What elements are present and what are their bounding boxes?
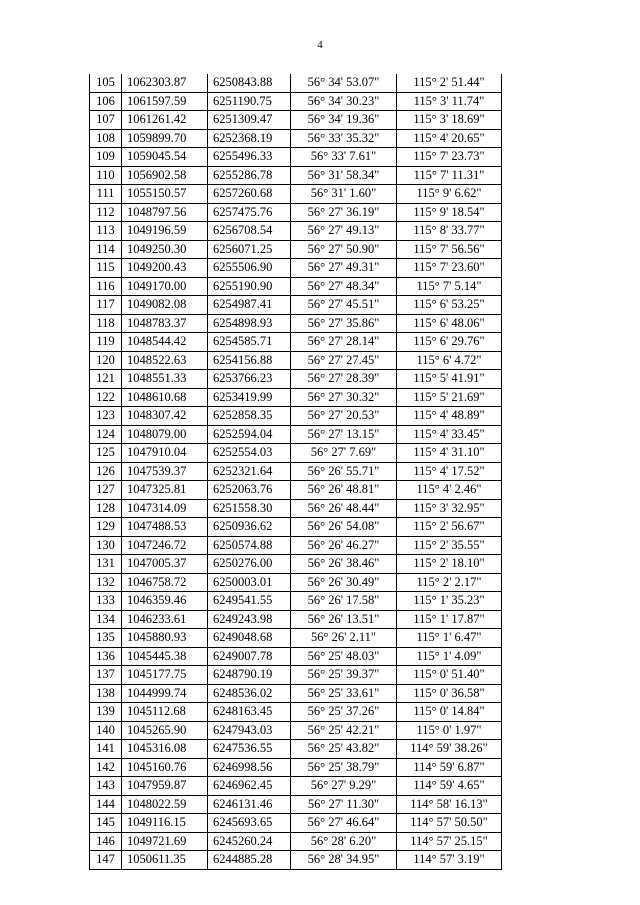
y-coordinate-cell: 6249541.55 (208, 592, 291, 611)
point-number-cell: 139 (90, 703, 122, 722)
y-coordinate-cell: 6251190.75 (208, 92, 291, 111)
longitude-cell: 115° 4' 33.45" (397, 425, 502, 444)
y-coordinate-cell: 6249007.78 (208, 647, 291, 666)
point-number-cell: 138 (90, 684, 122, 703)
table-row (90, 703, 502, 722)
latitude-cell: 56° 27' 11.30" (291, 795, 397, 814)
longitude-cell: 115° 3' 32.95" (397, 499, 502, 518)
longitude-cell: 115° 2' 2.17" (397, 573, 502, 592)
y-coordinate-cell: 6248536.02 (208, 684, 291, 703)
y-coordinate-cell: 6256708.54 (208, 222, 291, 241)
y-coordinate-cell: 6250574.88 (208, 536, 291, 555)
longitude-cell: 114° 59' 4.65" (397, 777, 502, 796)
table-row (90, 481, 502, 500)
y-coordinate-cell: 6255496.33 (208, 148, 291, 167)
table-row (90, 666, 502, 685)
latitude-cell: 56° 26' 48.81" (291, 481, 397, 500)
table-row (90, 814, 502, 833)
y-coordinate-cell: 6252063.76 (208, 481, 291, 500)
x-coordinate-cell: 1049082.08 (122, 296, 208, 315)
latitude-cell: 56° 27' 13.15" (291, 425, 397, 444)
y-coordinate-cell: 6255286.78 (208, 166, 291, 185)
point-number-cell: 116 (90, 277, 122, 296)
latitude-cell: 56° 27' 30.32" (291, 388, 397, 407)
point-number-cell: 128 (90, 499, 122, 518)
point-number-cell: 118 (90, 314, 122, 333)
y-coordinate-cell: 6252368.19 (208, 129, 291, 148)
longitude-cell: 115° 0' 14.84" (397, 703, 502, 722)
table-row (90, 518, 502, 537)
table-row (90, 111, 502, 130)
y-coordinate-cell: 6254156.88 (208, 351, 291, 370)
y-coordinate-cell: 6248163.45 (208, 703, 291, 722)
point-number-cell: 110 (90, 166, 122, 185)
table-row (90, 740, 502, 759)
longitude-cell: 115° 6' 29.76" (397, 333, 502, 352)
latitude-cell: 56° 27' 50.90" (291, 240, 397, 259)
latitude-cell: 56° 28' 6.20" (291, 832, 397, 851)
point-number-cell: 121 (90, 370, 122, 389)
x-coordinate-cell: 1047488.53 (122, 518, 208, 537)
table-row (90, 684, 502, 703)
y-coordinate-cell: 6253766.23 (208, 370, 291, 389)
latitude-cell: 56° 28' 34.95" (291, 851, 397, 870)
latitude-cell: 56° 31' 1.60" (291, 185, 397, 204)
x-coordinate-cell: 1048551.33 (122, 370, 208, 389)
y-coordinate-cell: 6254898.93 (208, 314, 291, 333)
point-number-cell: 111 (90, 185, 122, 204)
table-row (90, 259, 502, 278)
latitude-cell: 56° 27' 28.39" (291, 370, 397, 389)
longitude-cell: 115° 4' 17.52" (397, 462, 502, 481)
x-coordinate-cell: 1047246.72 (122, 536, 208, 555)
latitude-cell: 56° 26' 2.11" (291, 629, 397, 648)
point-number-cell: 132 (90, 573, 122, 592)
point-number-cell: 123 (90, 407, 122, 426)
x-coordinate-cell: 1048544.42 (122, 333, 208, 352)
x-coordinate-cell: 1061597.59 (122, 92, 208, 111)
point-number-cell: 124 (90, 425, 122, 444)
latitude-cell: 56° 34' 30.23" (291, 92, 397, 111)
x-coordinate-cell: 1050611.35 (122, 851, 208, 870)
page-number: 4 (317, 39, 323, 51)
point-number-cell: 143 (90, 777, 122, 796)
x-coordinate-cell: 1048783.37 (122, 314, 208, 333)
x-coordinate-cell: 1046758.72 (122, 573, 208, 592)
table-row (90, 555, 502, 574)
y-coordinate-cell: 6245260.24 (208, 832, 291, 851)
table-row (90, 573, 502, 592)
latitude-cell: 56° 26' 48.44" (291, 499, 397, 518)
latitude-cell: 56° 31' 58.34" (291, 166, 397, 185)
longitude-cell: 115° 6' 4.72" (397, 351, 502, 370)
y-coordinate-cell: 6246998.56 (208, 758, 291, 777)
point-number-cell: 114 (90, 240, 122, 259)
point-number-cell: 136 (90, 647, 122, 666)
table-row (90, 832, 502, 851)
latitude-cell: 56° 26' 54.08" (291, 518, 397, 537)
x-coordinate-cell: 1059899.70 (122, 129, 208, 148)
y-coordinate-cell: 6244885.28 (208, 851, 291, 870)
x-coordinate-cell: 1045112.68 (122, 703, 208, 722)
longitude-cell: 115° 3' 18.69" (397, 111, 502, 130)
table-row (90, 592, 502, 611)
longitude-cell: 115° 3' 11.74" (397, 92, 502, 111)
longitude-cell: 115° 2' 56.67" (397, 518, 502, 537)
table-row (90, 425, 502, 444)
longitude-cell: 114° 57' 25.15" (397, 832, 502, 851)
table-row (90, 777, 502, 796)
point-number-cell: 134 (90, 610, 122, 629)
point-number-cell: 142 (90, 758, 122, 777)
table-row (90, 444, 502, 463)
longitude-cell: 115° 0' 36.58" (397, 684, 502, 703)
latitude-cell: 56° 27' 46.64" (291, 814, 397, 833)
point-number-cell: 127 (90, 481, 122, 500)
y-coordinate-cell: 6257475.76 (208, 203, 291, 222)
x-coordinate-cell: 1044999.74 (122, 684, 208, 703)
latitude-cell: 56° 25' 37.26" (291, 703, 397, 722)
y-coordinate-cell: 6250936.62 (208, 518, 291, 537)
x-coordinate-cell: 1045445.38 (122, 647, 208, 666)
table-row (90, 74, 502, 92)
point-number-cell: 135 (90, 629, 122, 648)
latitude-cell: 56° 26' 30.49" (291, 573, 397, 592)
point-number-cell: 109 (90, 148, 122, 167)
latitude-cell: 56° 26' 13.51" (291, 610, 397, 629)
longitude-cell: 115° 4' 31.10" (397, 444, 502, 463)
latitude-cell: 56° 27' 27.45" (291, 351, 397, 370)
table-row (90, 129, 502, 148)
table-row (90, 388, 502, 407)
point-number-cell: 144 (90, 795, 122, 814)
table-row (90, 758, 502, 777)
longitude-cell: 115° 5' 41.91" (397, 370, 502, 389)
point-number-cell: 140 (90, 721, 122, 740)
point-number-cell: 147 (90, 851, 122, 870)
x-coordinate-cell: 1045880.93 (122, 629, 208, 648)
x-coordinate-cell: 1059045.54 (122, 148, 208, 167)
table-row (90, 462, 502, 481)
longitude-cell: 114° 57' 50.50" (397, 814, 502, 833)
point-number-cell: 137 (90, 666, 122, 685)
longitude-cell: 115° 1' 6.47" (397, 629, 502, 648)
x-coordinate-cell: 1049116.15 (122, 814, 208, 833)
longitude-cell: 115° 0' 1.97" (397, 721, 502, 740)
longitude-cell: 114° 59' 6.87" (397, 758, 502, 777)
table-row (90, 499, 502, 518)
x-coordinate-cell: 1048797.56 (122, 203, 208, 222)
x-coordinate-cell: 1061261.42 (122, 111, 208, 130)
latitude-cell: 56° 27' 9.29" (291, 777, 397, 796)
x-coordinate-cell: 1049200.43 (122, 259, 208, 278)
y-coordinate-cell: 6254987.41 (208, 296, 291, 315)
table-row (90, 222, 502, 241)
longitude-cell: 115° 7' 23.73" (397, 148, 502, 167)
latitude-cell: 56° 25' 48.03" (291, 647, 397, 666)
y-coordinate-cell: 6251558.30 (208, 499, 291, 518)
point-number-cell: 107 (90, 111, 122, 130)
table-row (90, 314, 502, 333)
longitude-cell: 115° 7' 56.56" (397, 240, 502, 259)
latitude-cell: 56° 27' 28.14" (291, 333, 397, 352)
point-number-cell: 119 (90, 333, 122, 352)
point-number-cell: 126 (90, 462, 122, 481)
longitude-cell: 115° 7' 5.14" (397, 277, 502, 296)
y-coordinate-cell: 6245693.65 (208, 814, 291, 833)
table-row (90, 277, 502, 296)
y-coordinate-cell: 6251309.47 (208, 111, 291, 130)
table-row (90, 333, 502, 352)
latitude-cell: 56° 33' 35.32" (291, 129, 397, 148)
x-coordinate-cell: 1048307.42 (122, 407, 208, 426)
latitude-cell: 56° 25' 39.37" (291, 666, 397, 685)
y-coordinate-cell: 6246131.46 (208, 795, 291, 814)
longitude-cell: 115° 7' 11.31" (397, 166, 502, 185)
table-row (90, 795, 502, 814)
longitude-cell: 115° 4' 2.46" (397, 481, 502, 500)
longitude-cell: 115° 9' 6.62" (397, 185, 502, 204)
y-coordinate-cell: 6250003.01 (208, 573, 291, 592)
point-number-cell: 117 (90, 296, 122, 315)
y-coordinate-cell: 6250843.88 (208, 74, 291, 92)
latitude-cell: 56° 27' 7.69" (291, 444, 397, 463)
x-coordinate-cell: 1045316.08 (122, 740, 208, 759)
point-number-cell: 131 (90, 555, 122, 574)
point-number-cell: 113 (90, 222, 122, 241)
table-row (90, 536, 502, 555)
latitude-cell: 56° 25' 38.79" (291, 758, 397, 777)
table-row (90, 148, 502, 167)
longitude-cell: 115° 9' 18.54" (397, 203, 502, 222)
x-coordinate-cell: 1047959.87 (122, 777, 208, 796)
longitude-cell: 115° 1' 17.87" (397, 610, 502, 629)
longitude-cell: 115° 4' 20.65" (397, 129, 502, 148)
x-coordinate-cell: 1048610.68 (122, 388, 208, 407)
point-number-cell: 115 (90, 259, 122, 278)
latitude-cell: 56° 27' 49.13" (291, 222, 397, 241)
table-row (90, 721, 502, 740)
latitude-cell: 56° 26' 46.27" (291, 536, 397, 555)
x-coordinate-cell: 1055150.57 (122, 185, 208, 204)
y-coordinate-cell: 6247943.03 (208, 721, 291, 740)
x-coordinate-cell: 1045265.90 (122, 721, 208, 740)
x-coordinate-cell: 1062303.87 (122, 74, 208, 92)
longitude-cell: 114° 58' 16.13" (397, 795, 502, 814)
y-coordinate-cell: 6252321.64 (208, 462, 291, 481)
table-row (90, 407, 502, 426)
x-coordinate-cell: 1045160.76 (122, 758, 208, 777)
longitude-cell: 114° 57' 3.19" (397, 851, 502, 870)
latitude-cell: 56° 25' 33.61" (291, 684, 397, 703)
point-number-cell: 108 (90, 129, 122, 148)
longitude-cell: 115° 5' 21.69" (397, 388, 502, 407)
latitude-cell: 56° 26' 38.46" (291, 555, 397, 574)
latitude-cell: 56° 27' 48.34" (291, 277, 397, 296)
point-number-cell: 120 (90, 351, 122, 370)
latitude-cell: 56° 27' 36.19" (291, 203, 397, 222)
y-coordinate-cell: 6247536.55 (208, 740, 291, 759)
y-coordinate-cell: 6249243.98 (208, 610, 291, 629)
x-coordinate-cell: 1045177.75 (122, 666, 208, 685)
longitude-cell: 115° 0' 51.40" (397, 666, 502, 685)
coordinates-table-body (90, 74, 502, 869)
table-row (90, 629, 502, 648)
x-coordinate-cell: 1049250.30 (122, 240, 208, 259)
longitude-cell: 115° 7' 23.60" (397, 259, 502, 278)
x-coordinate-cell: 1048079.00 (122, 425, 208, 444)
y-coordinate-cell: 6253419.99 (208, 388, 291, 407)
y-coordinate-cell: 6255190.90 (208, 277, 291, 296)
x-coordinate-cell: 1047539.37 (122, 462, 208, 481)
table-row (90, 610, 502, 629)
x-coordinate-cell: 1048022.59 (122, 795, 208, 814)
latitude-cell: 56° 27' 35.86" (291, 314, 397, 333)
point-number-cell: 145 (90, 814, 122, 833)
table-row (90, 351, 502, 370)
latitude-cell: 56° 26' 17.58" (291, 592, 397, 611)
table-row (90, 166, 502, 185)
y-coordinate-cell: 6256071.25 (208, 240, 291, 259)
longitude-cell: 115° 2' 51.44" (397, 74, 502, 92)
x-coordinate-cell: 1047325.81 (122, 481, 208, 500)
y-coordinate-cell: 6257260.68 (208, 185, 291, 204)
latitude-cell: 56° 33' 7.61" (291, 148, 397, 167)
longitude-cell: 115° 4' 48.89" (397, 407, 502, 426)
y-coordinate-cell: 6252594.04 (208, 425, 291, 444)
y-coordinate-cell: 6252858.35 (208, 407, 291, 426)
point-number-cell: 112 (90, 203, 122, 222)
longitude-cell: 115° 8' 33.77" (397, 222, 502, 241)
point-number-cell: 122 (90, 388, 122, 407)
point-number-cell: 133 (90, 592, 122, 611)
longitude-cell: 114° 59' 38.26" (397, 740, 502, 759)
longitude-cell: 115° 2' 35.55" (397, 536, 502, 555)
x-coordinate-cell: 1049170.00 (122, 277, 208, 296)
coordinates-table (89, 74, 502, 870)
y-coordinate-cell: 6255506.90 (208, 259, 291, 278)
table-row (90, 851, 502, 870)
x-coordinate-cell: 1047314.09 (122, 499, 208, 518)
x-coordinate-cell: 1047910.04 (122, 444, 208, 463)
y-coordinate-cell: 6249048.68 (208, 629, 291, 648)
table-row (90, 185, 502, 204)
longitude-cell: 115° 1' 4.09" (397, 647, 502, 666)
x-coordinate-cell: 1056902.58 (122, 166, 208, 185)
y-coordinate-cell: 6254585.71 (208, 333, 291, 352)
x-coordinate-cell: 1049721.69 (122, 832, 208, 851)
longitude-cell: 115° 1' 35.23" (397, 592, 502, 611)
y-coordinate-cell: 6246962.45 (208, 777, 291, 796)
x-coordinate-cell: 1049196.59 (122, 222, 208, 241)
x-coordinate-cell: 1046233.61 (122, 610, 208, 629)
longitude-cell: 115° 2' 18.10" (397, 555, 502, 574)
latitude-cell: 56° 34' 53.07" (291, 74, 397, 92)
longitude-cell: 115° 6' 53.25" (397, 296, 502, 315)
point-number-cell: 146 (90, 832, 122, 851)
point-number-cell: 106 (90, 92, 122, 111)
point-number-cell: 125 (90, 444, 122, 463)
table-row (90, 203, 502, 222)
point-number-cell: 105 (90, 74, 122, 92)
latitude-cell: 56° 27' 49.31" (291, 259, 397, 278)
table-row (90, 370, 502, 389)
latitude-cell: 56° 27' 20.53" (291, 407, 397, 426)
latitude-cell: 56° 26' 55.71" (291, 462, 397, 481)
latitude-cell: 56° 34' 19.36" (291, 111, 397, 130)
point-number-cell: 141 (90, 740, 122, 759)
x-coordinate-cell: 1047005.37 (122, 555, 208, 574)
latitude-cell: 56° 27' 45.51" (291, 296, 397, 315)
table-row (90, 92, 502, 111)
y-coordinate-cell: 6248790.19 (208, 666, 291, 685)
x-coordinate-cell: 1048522.63 (122, 351, 208, 370)
y-coordinate-cell: 6250276.00 (208, 555, 291, 574)
point-number-cell: 130 (90, 536, 122, 555)
table-row (90, 647, 502, 666)
latitude-cell: 56° 25' 43.82" (291, 740, 397, 759)
point-number-cell: 129 (90, 518, 122, 537)
table-row (90, 240, 502, 259)
longitude-cell: 115° 6' 48.06" (397, 314, 502, 333)
latitude-cell: 56° 25' 42.21" (291, 721, 397, 740)
table-row (90, 296, 502, 315)
x-coordinate-cell: 1046359.46 (122, 592, 208, 611)
y-coordinate-cell: 6252554.03 (208, 444, 291, 463)
